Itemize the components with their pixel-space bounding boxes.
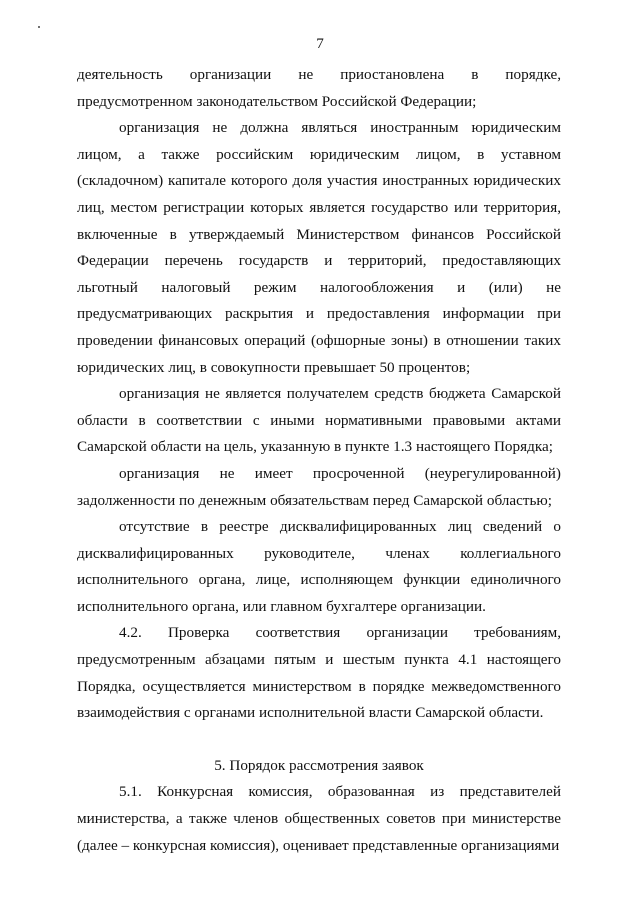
- paragraph-not-budget-recipient: организация не является получателем средств бюджета Самарской области в соответствии с иными нормативными правовыми актами Самарской области на цель, указанную в пункте 1.3 настоящего Порядка;: [77, 385, 561, 456]
- paragraph-no-disqualified-persons: отсутствие в реестре дисквалифицированных лиц сведений о дисквалифицированных руководителе, членах коллегиального исполнительного органа, лице, исполняющем функции единоличного исполнительного органа, или главном бухгалтере организации.: [77, 518, 561, 615]
- page-number: 7: [316, 35, 324, 52]
- document-body: [77, 62, 561, 859]
- section-heading: 5. Порядок рассмотрения заявок: [214, 756, 424, 774]
- paragraph-activity-not-suspended: деятельность организации не приостановлена в порядке, предусмотренном законодательством Российской Федерации;: [77, 66, 561, 110]
- paragraph-5-1-commission: 5.1. Конкурсная комиссия, образованная из представителей министерства, а также членов общественных советов при министерстве (далее – конкурсная комиссия), оценивает представленные организациями: [77, 783, 561, 854]
- paragraph-not-foreign-entity: организация не должна являться иностранным юридическим лицом, а также российским юридическим лицом, в уставном (складочном) капитале которого доля участия иностранных юридических лиц, местом регистрации которых является государство или территория, включенные в утверждаемый Министерством финансов Российской Федерации перечень государств и территорий, предоставляющих льготный налоговый режим налогообложения и (или) не предусматривающих раскрытия и предоставления информации при проведении финансовых операций (офшорные зоны) в отношении таких юридических лиц, в совокупности превышает 50 процентов;: [77, 119, 561, 376]
- paragraph-no-overdue-debt: организация не имеет просроченной (неурегулированной) задолженности по денежным обязательствам перед Самарской областью;: [77, 464, 561, 509]
- scan-speck: [38, 26, 40, 28]
- paragraph-4-2-verification: 4.2. Проверка соответствия организации требованиям, предусмотренным абзацами пятым и шестым пункта 4.1 настоящего Порядка, осуществляется министерством в порядке межведомственного взаимодействия с органами исполнительной власти Самарской области.: [77, 624, 561, 722]
